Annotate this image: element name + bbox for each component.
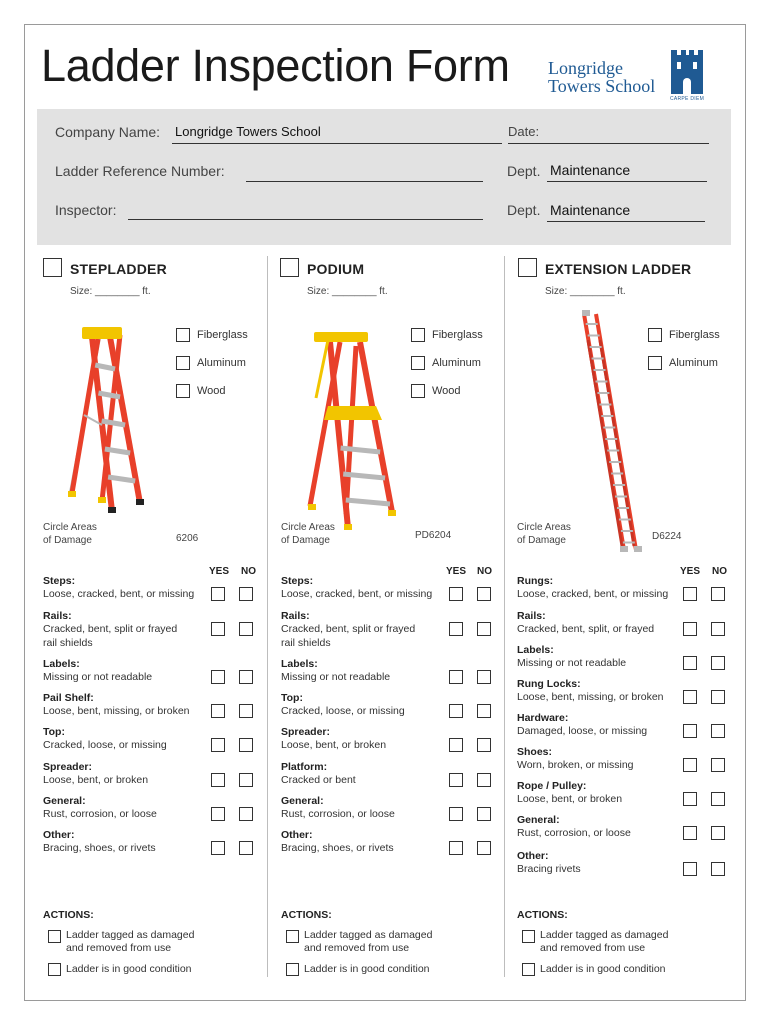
podium-action-tagged-label: Ladder tagged as damaged [304, 929, 433, 941]
podium-no-header: NO [477, 566, 492, 577]
stepladder-material-label: Fiberglass [197, 329, 248, 341]
extension-ladder-yes-header: YES [680, 566, 701, 577]
extension-ladder-no-checkbox[interactable] [711, 622, 725, 636]
podium-action-good-checkbox[interactable] [286, 963, 299, 976]
podium-yes-header: YES [446, 566, 467, 577]
podium-action-tagged-checkbox[interactable] [286, 930, 299, 943]
extension-ladder-yes-checkbox[interactable] [683, 826, 697, 840]
school-logo-text [548, 59, 655, 95]
stepladder-no-checkbox[interactable] [239, 587, 253, 601]
extension-ladder-model-number: D6224 [652, 531, 682, 542]
stepladder-no-header: NO [241, 566, 256, 577]
extension-ladder-action-tagged-label: and removed from use [540, 942, 646, 954]
stepladder-circle-damage-label: of Damage [43, 535, 92, 546]
extension-ladder-action-tagged-checkbox[interactable] [522, 930, 535, 943]
ladder-reference-field[interactable] [246, 181, 483, 182]
podium-item-description: Bracing, shoes, or rivets [281, 842, 394, 854]
podium-item-heading: Rails: [281, 610, 310, 622]
extension-ladder-no-checkbox[interactable] [711, 587, 725, 601]
stepladder-yes-checkbox[interactable] [211, 841, 225, 855]
extension-ladder-item-heading: Rails: [517, 610, 546, 622]
tower-crest-icon [669, 48, 705, 100]
extension-ladder-yes-checkbox[interactable] [683, 724, 697, 738]
stepladder-item-description: Loose, bent, or broken [43, 774, 149, 786]
logo-line-1: Longridge [548, 58, 623, 78]
extension-ladder-item-description: Loose, cracked, bent, or missing [517, 588, 669, 600]
extension-ladder-item-heading: Rope / Pulley: [517, 780, 587, 792]
podium-item-heading: Other: [281, 829, 313, 841]
extension-ladder-item-heading: Other: [517, 850, 549, 862]
extension-ladder-item-description: Missing or not readable [517, 657, 627, 669]
podium-item-heading: Steps: [281, 575, 314, 587]
extension-ladder-no-checkbox[interactable] [711, 862, 725, 876]
extension-ladder-item-heading: Hardware: [517, 712, 569, 724]
stepladder-title: STEPLADDER [70, 261, 167, 277]
stepladder-item-heading: Steps: [43, 575, 76, 587]
extension-ladder-title: EXTENSION LADDER [545, 261, 692, 277]
stepladder-yes-checkbox[interactable] [211, 587, 225, 601]
podium-model-number: PD6204 [415, 530, 452, 541]
stepladder-item-heading: Spreader: [43, 761, 93, 773]
stepladder-no-checkbox[interactable] [239, 738, 253, 752]
extension-ladder-yes-checkbox[interactable] [683, 862, 697, 876]
dept2-value[interactable]: Maintenance [550, 202, 631, 218]
extension-ladder-item-heading: Shoes: [517, 746, 553, 758]
podium-actions-heading: ACTIONS: [281, 909, 332, 921]
podium-item-description: Loose, bent, or broken [281, 739, 387, 751]
podium-item-heading: General: [281, 795, 324, 807]
stepladder-item-description: rail shields [43, 637, 93, 649]
stepladder-no-checkbox[interactable] [239, 670, 253, 684]
extension-ladder-item-heading: Rungs: [517, 575, 554, 587]
extension-ladder-circle-damage-label: of Damage [517, 535, 566, 546]
extension-ladder-actions-heading: ACTIONS: [517, 909, 568, 921]
podium-material-checkbox[interactable] [411, 328, 425, 342]
podium-item-description: Cracked or bent [281, 774, 356, 786]
page-title: Ladder Inspection Form [41, 40, 510, 91]
extension-ladder-material-label: Fiberglass [669, 329, 720, 341]
stepladder-item-heading: General: [43, 795, 86, 807]
inspector-label: Inspector: [55, 202, 117, 218]
column-divider [267, 256, 268, 977]
stepladder-material-checkbox[interactable] [176, 328, 190, 342]
stepladder-no-checkbox[interactable] [239, 773, 253, 787]
podium-no-checkbox[interactable] [477, 670, 491, 684]
podium-item-description: Missing or not readable [281, 671, 391, 683]
extension-ladder-no-checkbox[interactable] [711, 758, 725, 772]
podium-yes-checkbox[interactable] [449, 841, 463, 855]
podium-ladder-image [300, 328, 400, 533]
stepladder-yes-header: YES [209, 566, 230, 577]
extension-ladder-item-description: Cracked, bent, split, or frayed [517, 623, 655, 635]
stepladder-action-tagged-label: and removed from use [66, 942, 172, 954]
extension-ladder-item-heading: Labels: [517, 644, 554, 656]
podium-yes-checkbox[interactable] [449, 738, 463, 752]
logo-line-2: Towers School [548, 76, 656, 96]
stepladder-yes-checkbox[interactable] [211, 704, 225, 718]
stepladder-material-label: Wood [197, 385, 226, 397]
stepladder-size-field[interactable]: Size: ________ ft. [70, 286, 151, 297]
podium-item-heading: Spreader: [281, 726, 331, 738]
podium-no-checkbox[interactable] [477, 587, 491, 601]
podium-material-checkbox[interactable] [411, 356, 425, 370]
podium-item-heading: Labels: [281, 658, 318, 670]
podium-yes-checkbox[interactable] [449, 587, 463, 601]
extension-ladder-size-field[interactable]: Size: ________ ft. [545, 286, 626, 297]
stepladder-item-description: Bracing, shoes, or rivets [43, 842, 156, 854]
podium-yes-checkbox[interactable] [449, 622, 463, 636]
extension-ladder-action-tagged-label: Ladder tagged as damaged [540, 929, 669, 941]
extension-ladder-action-good-checkbox[interactable] [522, 963, 535, 976]
stepladder-action-tagged-checkbox[interactable] [48, 930, 61, 943]
dept2-line [547, 221, 705, 222]
stepladder-item-heading: Other: [43, 829, 75, 841]
stepladder-item-description: Rust, corrosion, or loose [43, 808, 157, 820]
stepladder-item-description: Loose, cracked, bent, or missing [43, 588, 195, 600]
podium-no-checkbox[interactable] [477, 773, 491, 787]
stepladder-circle-damage-label: Circle Areas [43, 522, 97, 533]
extension-ladder-yes-checkbox[interactable] [683, 656, 697, 670]
podium-material-label: Aluminum [432, 357, 481, 369]
stepladder-item-heading: Rails: [43, 610, 72, 622]
podium-item-description: Loose, cracked, bent, or missing [281, 588, 433, 600]
extension-ladder-yes-checkbox[interactable] [683, 758, 697, 772]
stepladder-yes-checkbox[interactable] [211, 738, 225, 752]
extension-ladder-item-description: Damaged, loose, or missing [517, 725, 648, 737]
extension-ladder-checkbox[interactable] [518, 258, 537, 277]
stepladder-item-description: Missing or not readable [43, 671, 153, 683]
podium-material-checkbox[interactable] [411, 384, 425, 398]
extension-ladder-no-header: NO [712, 566, 727, 577]
podium-yes-checkbox[interactable] [449, 670, 463, 684]
stepladder-item-description: Cracked, bent, split or frayed [43, 623, 178, 635]
stepladder-no-checkbox[interactable] [239, 841, 253, 855]
extension-ladder-material-label: Aluminum [669, 357, 718, 369]
podium-size-field[interactable]: Size: ________ ft. [307, 286, 388, 297]
dept2-label: Dept. [507, 202, 541, 218]
extension-ladder-item-description: Worn, broken, or missing [517, 759, 634, 771]
podium-action-tagged-label: and removed from use [304, 942, 410, 954]
dept-value[interactable]: Maintenance [550, 162, 631, 178]
podium-item-heading: Top: [281, 692, 303, 704]
stepladder-action-good-checkbox[interactable] [48, 963, 61, 976]
extension-ladder-material-checkbox[interactable] [648, 356, 662, 370]
company-name-label: Company Name: [55, 124, 161, 140]
extension-ladder-no-checkbox[interactable] [711, 792, 725, 806]
podium-no-checkbox[interactable] [477, 841, 491, 855]
date-label: Date: [508, 124, 540, 139]
dept-line [547, 181, 707, 182]
extension-ladder-item-heading: Rung Locks: [517, 678, 581, 690]
stepladder-yes-checkbox[interactable] [211, 622, 225, 636]
extension-ladder-no-checkbox[interactable] [711, 826, 725, 840]
podium-circle-damage-label: Circle Areas [281, 522, 335, 533]
extension-ladder-no-checkbox[interactable] [711, 656, 725, 670]
stepladder-no-checkbox[interactable] [239, 622, 253, 636]
column-divider [504, 256, 505, 977]
stepladder-item-description: Cracked, loose, or missing [43, 739, 167, 751]
podium-item-description: Rust, corrosion, or loose [281, 808, 395, 820]
stepladder-item-heading: Labels: [43, 658, 80, 670]
extension-ladder-yes-checkbox[interactable] [683, 690, 697, 704]
stepladder-model-number: 6206 [176, 533, 199, 544]
extension-ladder-no-checkbox[interactable] [711, 724, 725, 738]
podium-material-label: Wood [432, 385, 461, 397]
extension-ladder-yes-checkbox[interactable] [683, 587, 697, 601]
podium-item-description: Cracked, bent, split or frayed [281, 623, 416, 635]
stepladder-no-checkbox[interactable] [239, 704, 253, 718]
podium-checkbox[interactable] [280, 258, 299, 277]
inspector-field[interactable] [128, 219, 483, 220]
extension-ladder-item-description: Loose, bent, missing, or broken [517, 691, 664, 703]
stepladder-item-heading: Top: [43, 726, 65, 738]
podium-no-checkbox[interactable] [477, 622, 491, 636]
podium-circle-damage-label: of Damage [281, 535, 330, 546]
podium-item-description: rail shields [281, 637, 331, 649]
logo-motto: CARPE DIEM [669, 96, 705, 102]
podium-title: PODIUM [307, 261, 365, 277]
podium-yes-checkbox[interactable] [449, 773, 463, 787]
extension-ladder-no-checkbox[interactable] [711, 690, 725, 704]
company-name-line [172, 143, 502, 144]
stepladder-material-checkbox[interactable] [176, 384, 190, 398]
stepladder-item-heading: Pail Shelf: [43, 692, 94, 704]
stepladder-item-description: Loose, bent, missing, or broken [43, 705, 190, 717]
extension-ladder-item-description: Rust, corrosion, or loose [517, 827, 631, 839]
stepladder-material-label: Aluminum [197, 357, 246, 369]
ext-ladder-image [574, 310, 646, 555]
stepladder-yes-checkbox[interactable] [211, 807, 225, 821]
podium-no-checkbox[interactable] [477, 807, 491, 821]
step-ladder-image [62, 325, 158, 525]
stepladder-no-checkbox[interactable] [239, 807, 253, 821]
stepladder-yes-checkbox[interactable] [211, 773, 225, 787]
dept-label: Dept. [507, 163, 541, 179]
stepladder-actions-heading: ACTIONS: [43, 909, 94, 921]
extension-ladder-circle-damage-label: Circle Areas [517, 522, 571, 533]
date-field[interactable] [508, 143, 709, 144]
extension-ladder-action-good-label: Ladder is in good condition [540, 963, 666, 975]
podium-material-label: Fiberglass [432, 329, 483, 341]
company-name-value[interactable]: Longridge Towers School [175, 124, 321, 139]
extension-ladder-item-heading: General: [517, 814, 560, 826]
extension-ladder-item-description: Loose, bent, or broken [517, 793, 623, 805]
podium-no-checkbox[interactable] [477, 704, 491, 718]
extension-ladder-yes-checkbox[interactable] [683, 622, 697, 636]
stepladder-checkbox[interactable] [43, 258, 62, 277]
stepladder-material-checkbox[interactable] [176, 356, 190, 370]
extension-ladder-item-description: Bracing rivets [517, 863, 581, 875]
podium-item-heading: Platform: [281, 761, 328, 773]
stepladder-action-tagged-label: Ladder tagged as damaged [66, 929, 195, 941]
podium-yes-checkbox[interactable] [449, 704, 463, 718]
podium-action-good-label: Ladder is in good condition [304, 963, 430, 975]
podium-no-checkbox[interactable] [477, 738, 491, 752]
stepladder-action-good-label: Ladder is in good condition [66, 963, 192, 975]
extension-ladder-material-checkbox[interactable] [648, 328, 662, 342]
extension-ladder-yes-checkbox[interactable] [683, 792, 697, 806]
podium-yes-checkbox[interactable] [449, 807, 463, 821]
ladder-reference-label: Ladder Reference Number: [55, 163, 225, 179]
stepladder-yes-checkbox[interactable] [211, 670, 225, 684]
podium-item-description: Cracked, loose, or missing [281, 705, 405, 717]
